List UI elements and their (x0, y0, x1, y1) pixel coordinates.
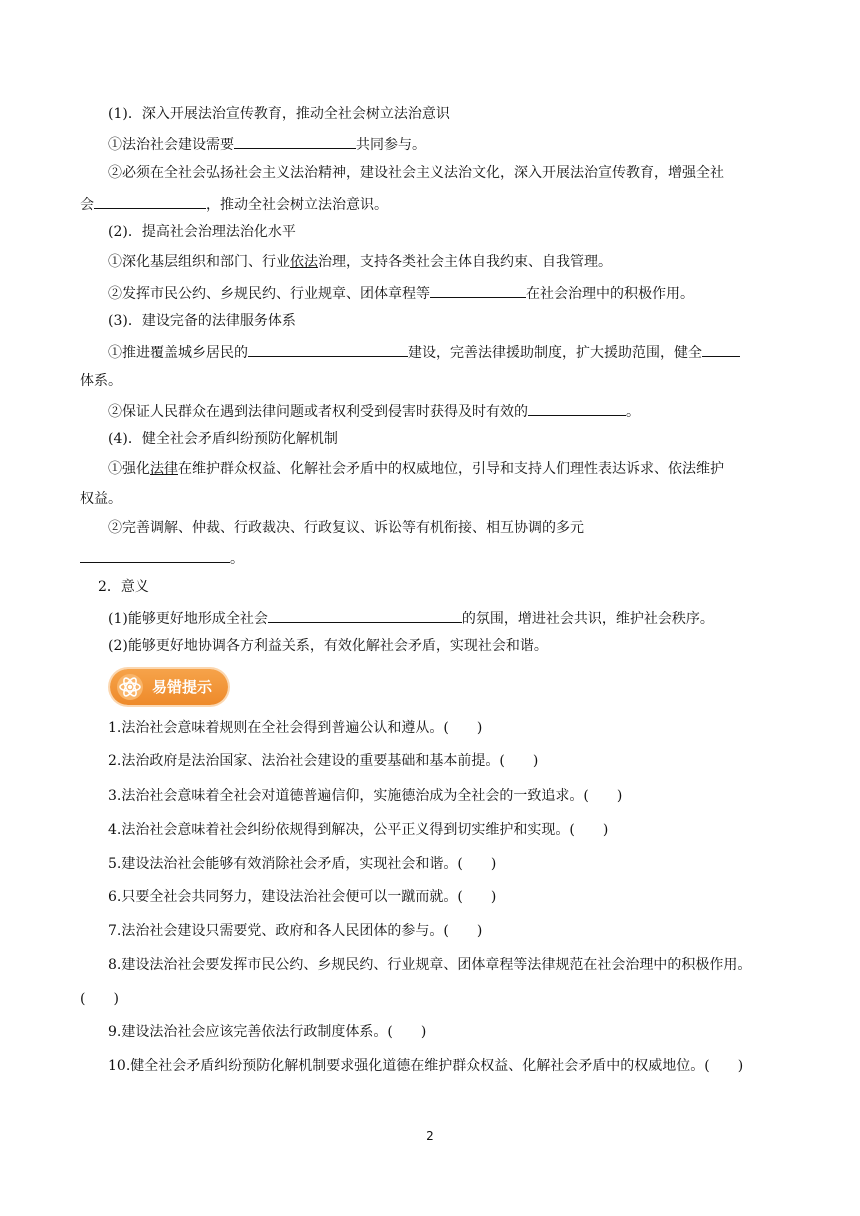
paragraph: 体系。 (80, 373, 122, 389)
question-item: 8.建设法治社会要发挥市民公约、乡规民约、行业规章、团体章程等法律规范在社会治理中的积极作用。 (108, 957, 752, 973)
paragraph: ①法治社会建设需要 共同参与。 (108, 133, 426, 155)
fill-blank[interactable] (702, 341, 740, 357)
fill-blank[interactable] (268, 607, 462, 623)
section-title-significance: 2．意义 (98, 579, 149, 595)
question-item: 10.健全社会矛盾纠纷预防化解机制要求强化道德在维护群众权益、化解社会矛盾中的权威地位。( ) (108, 1058, 744, 1074)
paragraph: ②保证人民群众在遇到法律问题或者权利受到侵害时获得及时有效的 。 (108, 400, 640, 422)
paragraph: (2)能够更好地协调各方利益关系，有效化解社会矛盾，实现社会和谐。 (108, 638, 548, 654)
section-heading-3: (3)．建设完备的法律服务体系 (108, 313, 296, 329)
question-item: 5.建设法治社会能够有效消除社会矛盾，实现社会和谐。( ) (108, 856, 497, 872)
atom-icon (116, 673, 144, 701)
paragraph: 。 (80, 547, 244, 569)
question-item: 9.建设法治社会应该完善依法行政制度体系。( ) (108, 1024, 427, 1040)
section-heading-2: (2)．提高社会治理法治化水平 (108, 224, 296, 240)
question-item: 3.法治社会意味着全社会对道德普遍信仰，实施德治成为全社会的一致追求。( ) (108, 788, 623, 804)
question-item: 7.法治社会建设只需要党、政府和各人民团体的参与。( ) (108, 923, 483, 939)
question-item: 6.只要全社会共同努力，建设法治社会便可以一蹴而就。( ) (108, 889, 497, 905)
paragraph: ②完善调解、仲裁、行政裁决、行政复议、诉讼等有机衔接、相互协调的多元 (108, 520, 584, 536)
fill-blank[interactable] (430, 282, 526, 298)
fill-blank[interactable] (94, 193, 206, 209)
question-item: 4.法治社会意味着社会纠纷依规得到解决，公平正义得到切实维护和实现。( ) (108, 822, 609, 838)
question-item: 1.法治社会意味着规则在全社会得到普遍公认和遵从。( ) (108, 720, 483, 736)
fill-blank[interactable] (234, 133, 356, 149)
paragraph: ①强化法律在维护群众权益、化解社会矛盾中的权威地位，引导和支持人们理性表达诉求、依法维护 (108, 461, 724, 477)
question-item: 2.法治政府是法治国家、法治社会建设的重要基础和基本前提。( ) (108, 753, 539, 769)
section-heading-4: (4)．健全社会矛盾纠纷预防化解机制 (108, 431, 338, 447)
badge-label: 易错提示 (152, 678, 213, 696)
paragraph: ①推进覆盖城乡居民的 建设，完善法律援助制度，扩大援助范围，健全 (108, 341, 740, 363)
fill-blank[interactable] (80, 547, 230, 563)
paragraph: 权益。 (80, 491, 122, 507)
paragraph: ②必须在全社会弘扬社会主义法治精神，建设社会主义法治文化，深入开展法治宣传教育，增强全社 (108, 165, 724, 181)
fill-blank[interactable] (248, 341, 408, 357)
paragraph: (1)能够更好地形成全社会 的氛围，增进社会共识，维护社会秩序。 (108, 607, 714, 629)
section-heading-1: (1)．深入开展法治宣传教育，推动全社会树立法治意识 (108, 106, 450, 122)
page-number: 2 (426, 1129, 434, 1143)
paragraph: ①深化基层组织和部门、行业依法治理，支持各类社会主体自我约束、自我管理。 (108, 254, 612, 270)
question-item-answer-paren[interactable]: ( ) (80, 991, 119, 1007)
error-tips-badge (110, 669, 228, 705)
paragraph: 会 ，推动全社会树立法治意识。 (80, 193, 388, 215)
paragraph: ②发挥市民公约、乡规民约、行业规章、团体章程等 在社会治理中的积极作用。 (108, 282, 694, 304)
fill-blank[interactable] (528, 400, 626, 416)
